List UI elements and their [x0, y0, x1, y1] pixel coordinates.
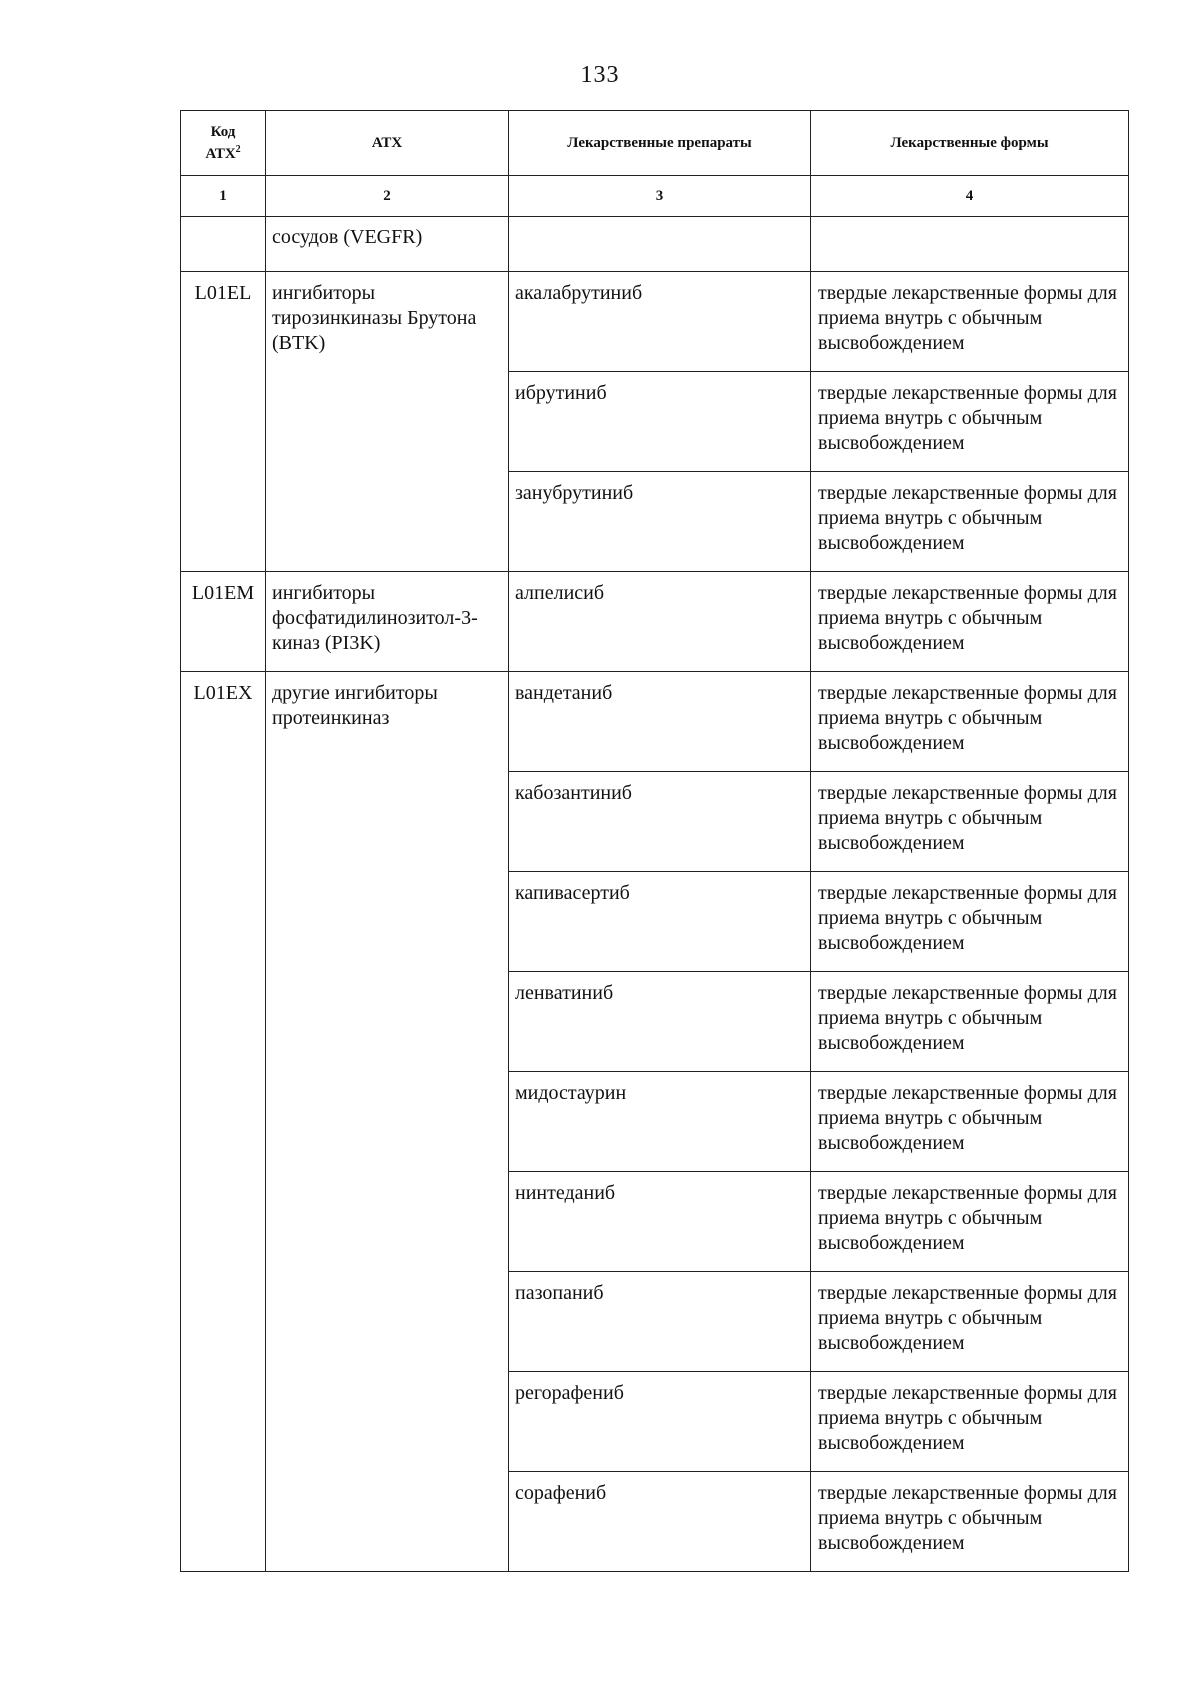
header-forms: Лекарственные формы: [811, 111, 1129, 176]
dosage-form: твердые лекарственные формы для приема внутрь с обычным высвобождением: [811, 1472, 1129, 1572]
page-number: 133: [580, 62, 620, 88]
continuation-row: [181, 217, 1129, 272]
continuation-text: сосудов (VEGFR): [266, 217, 509, 272]
dosage-form: твердые лекарственные формы для приема внутрь с обычным высвобождением: [811, 1172, 1129, 1272]
table-row: [181, 272, 1129, 372]
drug-name: мидостаурин: [509, 1072, 811, 1172]
drug-name: пазопаниб: [509, 1272, 811, 1372]
header-row: [181, 111, 1129, 176]
dosage-form: твердые лекарственные формы для приема внутрь с обычным высвобождением: [811, 1372, 1129, 1472]
atx-code: L01EX: [181, 672, 266, 1572]
dosage-form: твердые лекарственные формы для приема внутрь с обычным высвобождением: [811, 272, 1129, 372]
drug-name: занубрутиниб: [509, 472, 811, 572]
atx-code: L01EL: [181, 272, 266, 572]
dosage-form: твердые лекарственные формы для приема внутрь с обычным высвобождением: [811, 972, 1129, 1072]
empty-cell: [509, 217, 811, 272]
column-number: 1: [181, 176, 266, 217]
table-row: [181, 672, 1129, 772]
drug-name: акалабрутиниб: [509, 272, 811, 372]
drug-name: вандетаниб: [509, 672, 811, 772]
dosage-form: твердые лекарственные формы для приема внутрь с обычным высвобождением: [811, 1272, 1129, 1372]
drug-name: ибрутиниб: [509, 372, 811, 472]
table-row: [181, 572, 1129, 672]
dosage-form: твердые лекарственные формы для приема внутрь с обычным высвобождением: [811, 1072, 1129, 1172]
column-number: 2: [266, 176, 509, 217]
dosage-form: твердые лекарственные формы для приема внутрь с обычным высвобождением: [811, 672, 1129, 772]
header-code-line1: Код: [210, 123, 236, 140]
dosage-form: твердые лекарственные формы для приема внутрь с обычным высвобождением: [811, 772, 1129, 872]
dosage-form: твердые лекарственные формы для приема внутрь с обычным высвобождением: [811, 372, 1129, 472]
drug-name: кабозантиниб: [509, 772, 811, 872]
header-atx: АТХ: [266, 111, 509, 176]
drug-name: ленватиниб: [509, 972, 811, 1072]
header-code: [181, 111, 266, 176]
dosage-form: твердые лекарственные формы для приема внутрь с обычным высвобождением: [811, 472, 1129, 572]
atx-group-name: ингибиторы фосфатидилинозитол-3-киназ (PI3K): [266, 572, 509, 672]
column-number-row: [181, 176, 1129, 217]
drug-table: [180, 110, 1129, 1572]
drug-name: сорафениб: [509, 1472, 811, 1572]
empty-cell: [181, 217, 266, 272]
drug-name: нинтеданиб: [509, 1172, 811, 1272]
atx-group-name: другие ингибиторы протеинкиназ: [266, 672, 509, 1572]
empty-cell: [811, 217, 1129, 272]
atx-code: L01EM: [181, 572, 266, 672]
drug-name: алпелисиб: [509, 572, 811, 672]
dosage-form: твердые лекарственные формы для приема внутрь с обычным высвобождением: [811, 872, 1129, 972]
header-code-line2: АТХ: [205, 145, 236, 162]
drug-name: регорафениб: [509, 1372, 811, 1472]
column-number: 3: [509, 176, 811, 217]
atx-group-name: ингибиторы тирозинкиназы Брутона (BTK): [266, 272, 509, 572]
header-drugs: Лекарственные препараты: [509, 111, 811, 176]
dosage-form: твердые лекарственные формы для приема внутрь с обычным высвобождением: [811, 572, 1129, 672]
column-number: 4: [811, 176, 1129, 217]
footnote-marker: 2: [235, 143, 241, 155]
drug-name: капивасертиб: [509, 872, 811, 972]
